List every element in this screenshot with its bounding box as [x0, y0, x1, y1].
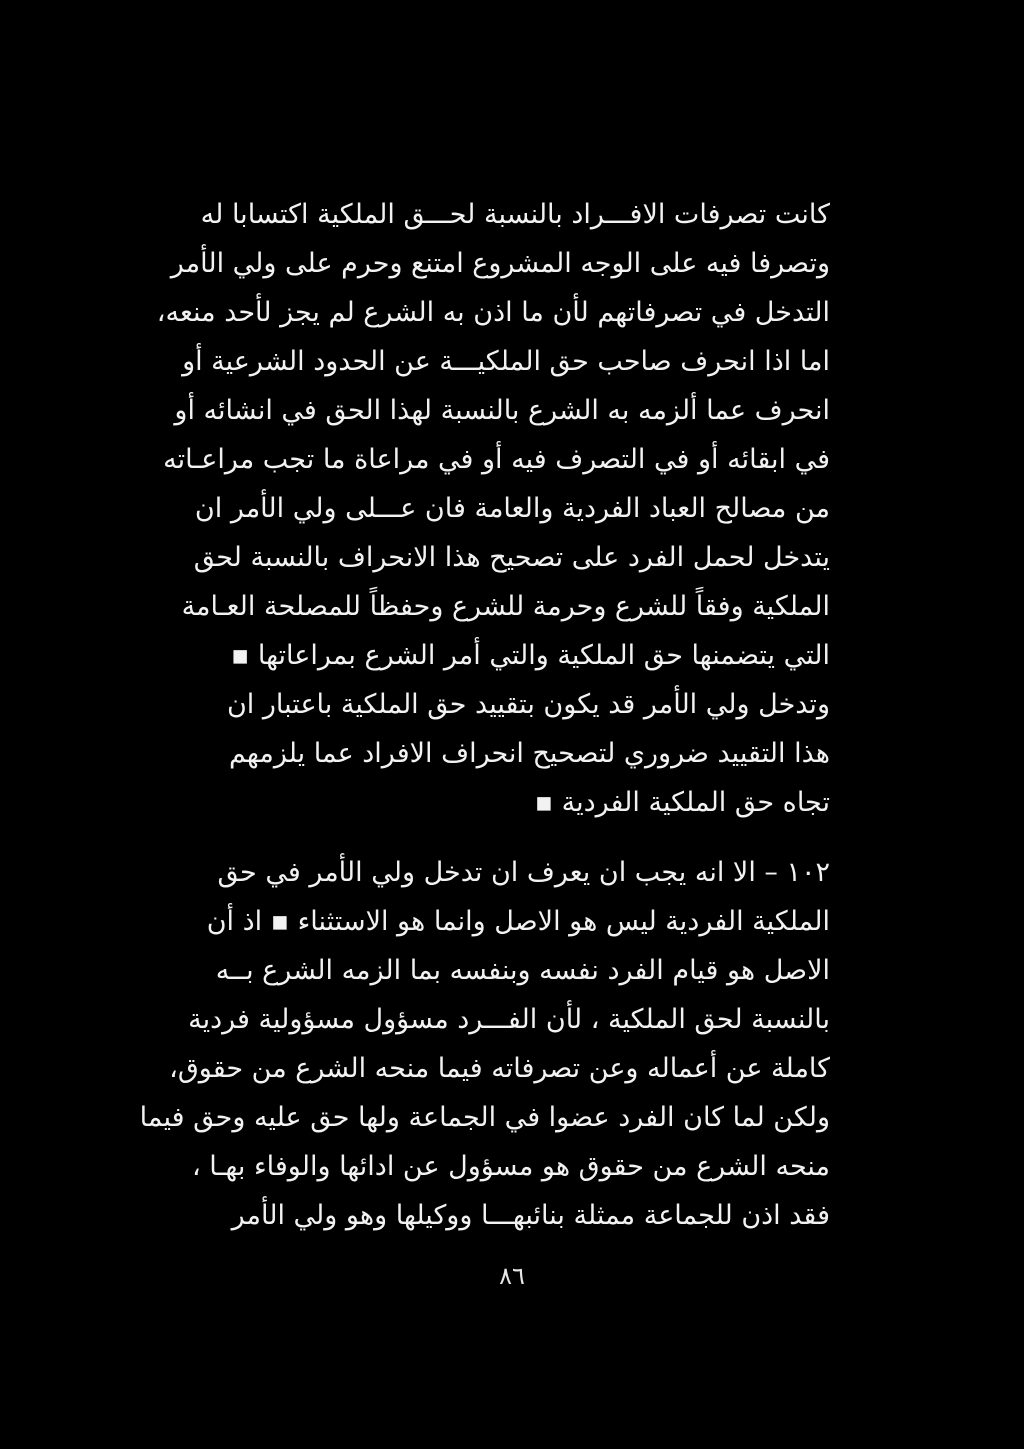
text-line: الاصل هو قيام الفرد نفسه وبنفسه بما الزمه الشرع بــه — [215, 955, 830, 986]
text-line: في ابقائه أو في التصرف فيه أو في مراعاة ما تجب مراعـاته — [163, 444, 830, 475]
text-line: الملكية وفقاً للشرع وحرمة للشرع وحفظاً للمصلحة العـامة — [181, 591, 830, 622]
text-line: كانت تصرفات الافـــراد بالنسبة لحـــق الملكية اكتسابا له — [200, 199, 830, 230]
paragraph-1 — [140, 190, 830, 680]
text-line: وتصرفا فيه على الوجه المشروع امتنع وحرم على ولي الأمر — [170, 248, 830, 279]
text-line: التي يتضمنها حق الملكية والتي أمر الشرع بمراعاتها ▪ — [230, 640, 830, 671]
text-line: التدخل في تصرفاتهم لأن ما اذن به الشرع لم يجز لأحد منعه، — [156, 297, 830, 328]
text-line: انحرف عما ألزمه به الشرع بالنسبة لهذا الحق في انشائه أو — [174, 395, 830, 426]
text-line: ١٠٢ – الا انه يجب ان يعرف ان تدخل ولي الأمر في حق — [217, 857, 830, 888]
paragraph-3 — [140, 848, 830, 1240]
page-number: ٨٦ — [499, 1262, 525, 1290]
text-line: ولكن لما كان الفرد عضوا في الجماعة ولها حق عليه وحق فيما — [140, 1102, 830, 1133]
text-line: يتدخل لحمل الفرد على تصحيح هذا الانحراف بالنسبة لحق — [193, 542, 830, 573]
text-line: من مصالح العباد الفردية والعامة فان عـــلى ولي الأمر ان — [194, 493, 830, 524]
text-line: الملكية الفردية ليس هو الاصل وانما هو الاستثناء ▪ اذ أن — [206, 906, 830, 937]
text-line: كاملة عن أعماله وعن تصرفاته فيما منحه الشرع من حقوق، — [169, 1053, 830, 1084]
text-line: هذا التقييد ضروري لتصحيح انحراف الافراد عما يلزمهم — [228, 738, 830, 769]
text-line: وتدخل ولي الأمر قد يكون بتقييد حق الملكية باعتبار ان — [226, 689, 830, 720]
text-line: تجاه حق الملكية الفردية ▪ — [534, 787, 830, 818]
text-line: منحه الشرع من حقوق هو مسؤول عن ادائها والوفاء بهـا ، — [192, 1151, 830, 1182]
text-line: فقد اذن للجماعة ممثلة بنائبهـــا ووكيلها وهو ولي الأمر — [231, 1200, 830, 1231]
text-line: اما اذا انحرف صاحب حق الملكيـــة عن الحدود الشرعية أو — [182, 346, 830, 377]
paragraph-2 — [140, 680, 830, 827]
text-line: بالنسبة لحق الملكية ، لأن الفـــرد مسؤول مسؤولية فردية — [188, 1004, 830, 1035]
